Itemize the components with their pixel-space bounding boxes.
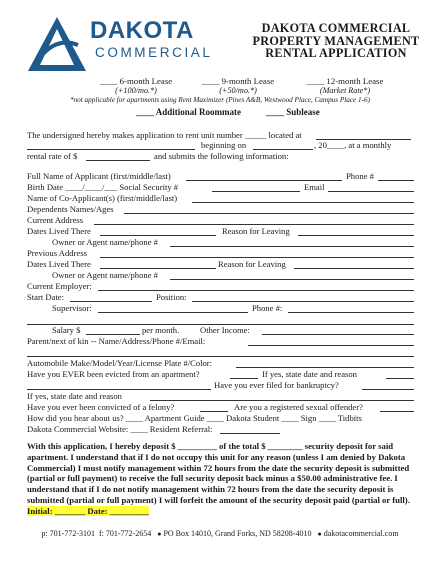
- other-income-label: Other Income:: [200, 325, 250, 335]
- previous-address-field[interactable]: [100, 257, 414, 258]
- start-date-label: Start Date:: [27, 292, 64, 302]
- reason-leaving-2-field[interactable]: [294, 268, 414, 269]
- rental-rate-field[interactable]: [86, 160, 150, 161]
- lease-option-12-month[interactable]: ____ 12-month Lease (Market Rate*): [306, 76, 384, 95]
- offender-label: Are you a registered sexual offender?: [234, 402, 363, 412]
- coapplicants-label: Name of Co-Applicant(s) (first/middle/last): [27, 193, 178, 203]
- offender-field[interactable]: [380, 411, 414, 412]
- reason-leaving-2-label: Reason for Leaving: [218, 259, 286, 269]
- if-yes-label: If yes, state date and reason: [27, 391, 122, 401]
- dates-lived-field[interactable]: [100, 235, 216, 236]
- owner-agent-2-label: Owner or Agent name/phone #: [52, 270, 158, 280]
- birth-date-label: Birth Date ____/____/___ Social Security #: [27, 182, 179, 192]
- referral-field[interactable]: [220, 433, 280, 434]
- evicted-reason-field-2[interactable]: [27, 389, 211, 390]
- evicted-field[interactable]: [230, 378, 258, 379]
- beginning-label: beginning on: [201, 140, 247, 150]
- position-field[interactable]: [192, 301, 414, 302]
- footer-fax: f: 701-772-2654: [99, 529, 152, 538]
- evicted-reason-label: If yes, state date and reason: [262, 369, 357, 379]
- email-field[interactable]: [328, 191, 414, 192]
- dates-lived-2-label: Dates Lived There: [27, 259, 91, 269]
- owner-agent-2-field[interactable]: [170, 279, 414, 280]
- start-date-field[interactable]: [70, 301, 152, 302]
- dependents-label: Dependents Names/Ages: [27, 204, 114, 214]
- bullet-icon: ●: [317, 530, 322, 538]
- deposit-text: With this application, I hereby deposit $ _________ of the total $ ________ security deposit for said apartment. I understand that if I do not occupy this unit for any reason (unless I am denied by Dakota Commercial) I must notify management within 72 hours from the date the security deposit is submitted (partial or full payment) to receive the full security deposit back minus a $50.00 administrative fee. I understand that if I do not notify management within 72 hours from the date the security deposit is submitted (partial or full payment) I will forfeit the amount of the security deposit paid (partial or full).: [27, 441, 410, 505]
- submits-label: and submits the following information:: [154, 151, 289, 161]
- bankruptcy-label: Have you ever filed for bankruptcy?: [214, 380, 339, 390]
- intro-line-1: The undersigned hereby makes application to rent unit number _____ located at: [27, 130, 302, 140]
- employer-label: Current Employer:: [27, 281, 92, 291]
- if-yes-field[interactable]: [150, 400, 414, 401]
- logo-wordmark: DAKOTA: [90, 17, 194, 44]
- evicted-reason-field[interactable]: [386, 378, 414, 379]
- lease-option-6-month[interactable]: ____ 6-month Lease (+100/mo.*): [99, 76, 173, 95]
- reason-leaving-field[interactable]: [298, 235, 414, 236]
- monthly-label: , 20____, at a monthly: [314, 140, 392, 150]
- reason-leaving-label: Reason for Leaving: [222, 226, 290, 236]
- automobile-field[interactable]: [236, 367, 414, 368]
- current-address-field[interactable]: [94, 224, 414, 225]
- footer: [0, 529, 440, 538]
- bankruptcy-field[interactable]: [362, 389, 414, 390]
- lease-option-9-month[interactable]: ____ 9-month Lease (+50/mo.*): [201, 76, 275, 95]
- parent-field[interactable]: [248, 345, 414, 346]
- logo-subtitle: COMMERCIAL: [95, 45, 213, 60]
- other-income-field[interactable]: [262, 334, 414, 335]
- phone-field[interactable]: [378, 180, 414, 181]
- felony-field[interactable]: [200, 411, 228, 412]
- footer-website[interactable]: dakotacommercial.com: [323, 529, 399, 538]
- dates-lived-label: Dates Lived There: [27, 226, 91, 236]
- option-sublease[interactable]: ____ Sublease: [266, 107, 320, 117]
- evicted-label: Have you EVER been evicted from an apartment?: [27, 369, 200, 379]
- phone-2-label: Phone #:: [252, 303, 283, 313]
- current-address-label: Current Address: [27, 215, 84, 225]
- footer-address: PO Box 14010, Grand Forks, ND 58208-4010: [163, 529, 312, 538]
- salary-field[interactable]: [86, 334, 140, 335]
- dakota-logo-mark: [26, 15, 88, 73]
- employer-field[interactable]: [98, 290, 414, 291]
- dates-lived-2-field[interactable]: [100, 268, 216, 269]
- parent-field-2[interactable]: [27, 356, 414, 357]
- dependents-field[interactable]: [124, 213, 414, 214]
- ssn-field[interactable]: [212, 191, 300, 192]
- per-month-label: per month.: [142, 325, 180, 335]
- parent-label: Parent/next of kin -- Name/Address/Phone #/Email:: [27, 336, 206, 346]
- document-title: DAKOTA COMMERCIAL PROPERTY MANAGEMENT RENTAL APPLICATION: [252, 21, 420, 60]
- option-additional-roommate[interactable]: ____ Additional Roommate: [136, 107, 242, 117]
- begin-date-field[interactable]: [253, 149, 313, 150]
- automobile-label: Automobile Make/Model/Year/License Plate #/Color:: [27, 358, 213, 368]
- initial-date-field[interactable]: Initial: _______ Date: _________: [27, 505, 149, 516]
- phone-2-field[interactable]: [288, 312, 414, 313]
- felony-label: Have you ever been convicted of a felony?: [27, 402, 175, 412]
- coapplicants-field[interactable]: [192, 202, 414, 203]
- rental-rate-label: rental rate of $: [27, 151, 78, 161]
- bullet-icon: ●: [157, 530, 162, 538]
- full-name-label: Full Name of Applicant (first/middle/last): [27, 171, 171, 181]
- supervisor-field[interactable]: [98, 312, 248, 313]
- owner-agent-field[interactable]: [170, 246, 414, 247]
- location-field[interactable]: [27, 149, 195, 150]
- hear-about-label: How did you hear about us? ____ Apartment Guide ____ Dakota Student ____ Sign ____ Tidbits: [27, 413, 362, 423]
- email-label: Email: [304, 182, 325, 192]
- position-label: Position:: [156, 292, 187, 302]
- phone-label: Phone #: [346, 171, 374, 181]
- full-name-field[interactable]: [186, 180, 342, 181]
- owner-agent-label: Owner or Agent name/phone #: [52, 237, 158, 247]
- salary-label: Salary $: [52, 325, 81, 335]
- previous-address-label: Previous Address: [27, 248, 87, 258]
- deposit-terms: [27, 441, 422, 517]
- footer-phone: p: 701-772-3101: [41, 529, 95, 538]
- website-label: Dakota Commercial Website: ____ Resident Referral:: [27, 424, 213, 434]
- lease-note: *not applicable for apartments using Rent Maximizer (Pines A&B, Westwood Place, Campus Place 1-6): [69, 96, 371, 104]
- supervisor-label: Supervisor:: [52, 303, 92, 313]
